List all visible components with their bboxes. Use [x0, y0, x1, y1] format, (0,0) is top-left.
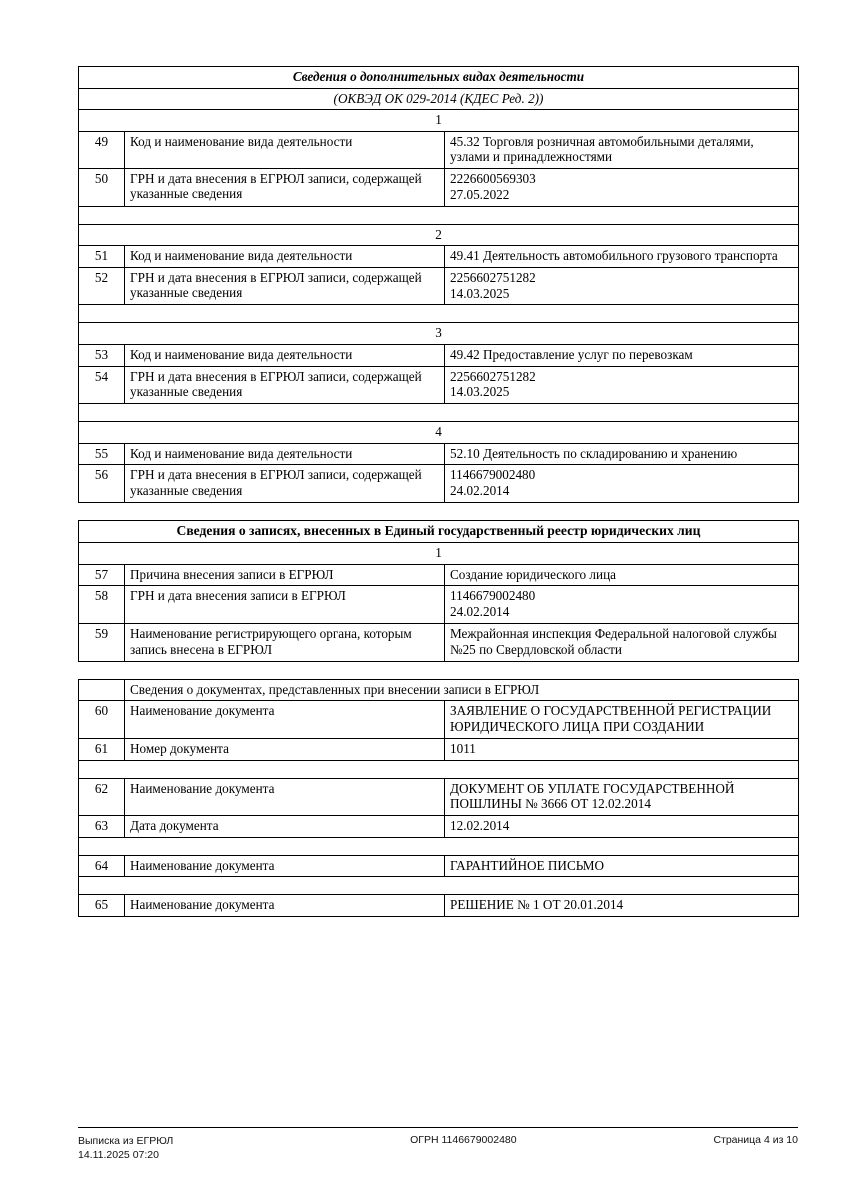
row-label: Наименование регистрирующего органа, которым запись внесена в ЕГРЮЛ [125, 623, 445, 661]
row-number: 50 [79, 168, 125, 206]
section-title: Сведения о записях, внесенных в Единый государственный реестр юридических лиц [79, 521, 799, 543]
table-row [79, 168, 799, 206]
row-number: 53 [79, 345, 125, 367]
table-row [79, 465, 799, 503]
table-row [79, 778, 799, 816]
row-spacer [79, 837, 799, 855]
row-label: Наименование документа [125, 895, 445, 917]
row-number: 61 [79, 738, 125, 760]
row-value: 2226600569303 27.05.2022 [445, 168, 799, 206]
table-row [79, 855, 799, 877]
footer-page-number: Страница 4 из 10 [713, 1133, 798, 1146]
row-value: 1011 [445, 738, 799, 760]
documents-subheader-row [79, 679, 799, 701]
row-spacer [79, 760, 799, 778]
group-index: 3 [79, 323, 799, 345]
table-row [79, 443, 799, 465]
table-row [79, 366, 799, 404]
footer-datetime: 14.11.2025 07:20 [78, 1148, 159, 1161]
row-label: ГРН и дата внесения в ЕГРЮЛ записи, содержащей указанные сведения [125, 267, 445, 305]
row-label: ГРН и дата внесения в ЕГРЮЛ записи, содержащей указанные сведения [125, 168, 445, 206]
row-number: 63 [79, 816, 125, 838]
row-number: 56 [79, 465, 125, 503]
row-value: РЕШЕНИЕ № 1 ОТ 20.01.2014 [445, 895, 799, 917]
row-spacer [79, 661, 799, 679]
row-value: 2256602751282 14.03.2025 [445, 267, 799, 305]
row-value: ЗАЯВЛЕНИЕ О ГОСУДАРСТВЕННОЙ РЕГИСТРАЦИИ ЮРИДИЧЕСКОГО ЛИЦА ПРИ СОЗДАНИИ [445, 701, 799, 739]
documents-subheader: Сведения о документах, представленных при внесении записи в ЕГРЮЛ [125, 679, 799, 701]
row-number: 51 [79, 246, 125, 268]
table-row [79, 345, 799, 367]
row-value: 12.02.2014 [445, 816, 799, 838]
section-records-title-row [79, 521, 799, 543]
row-label: Причина внесения записи в ЕГРЮЛ [125, 564, 445, 586]
group-index-row [79, 110, 799, 132]
footer-ogrn: ОГРН 1146679002480 [410, 1133, 517, 1146]
row-spacer [79, 305, 799, 323]
row-label: Код и наименование вида деятельности [125, 345, 445, 367]
row-spacer [79, 503, 799, 521]
row-spacer [79, 404, 799, 422]
row-number: 64 [79, 855, 125, 877]
row-number-empty [79, 679, 125, 701]
section-title: Сведения о дополнительных видах деятельности [79, 67, 799, 89]
row-number: 55 [79, 443, 125, 465]
group-index: 1 [79, 110, 799, 132]
row-number: 57 [79, 564, 125, 586]
egrul-table [78, 66, 799, 917]
table-row [79, 564, 799, 586]
row-number: 60 [79, 701, 125, 739]
row-number: 52 [79, 267, 125, 305]
row-label: Наименование документа [125, 778, 445, 816]
row-value: 52.10 Деятельность по складированию и хранению [445, 443, 799, 465]
group-index-row [79, 224, 799, 246]
table-row [79, 267, 799, 305]
row-value: 1146679002480 24.02.2014 [445, 465, 799, 503]
section-activities-subtitle-row [79, 88, 799, 110]
row-number: 59 [79, 623, 125, 661]
row-number: 49 [79, 131, 125, 168]
table-row [79, 816, 799, 838]
table-row [79, 895, 799, 917]
table-row [79, 586, 799, 624]
row-spacer [79, 877, 799, 895]
row-value: Создание юридического лица [445, 564, 799, 586]
table-row [79, 131, 799, 168]
row-value: 49.42 Предоставление услуг по перевозкам [445, 345, 799, 367]
row-value: 2256602751282 14.03.2025 [445, 366, 799, 404]
table-row [79, 738, 799, 760]
row-label: Дата документа [125, 816, 445, 838]
section-activities-title-row [79, 67, 799, 89]
group-index: 2 [79, 224, 799, 246]
row-label: Наименование документа [125, 701, 445, 739]
table-row [79, 246, 799, 268]
row-number: 62 [79, 778, 125, 816]
row-value: 1146679002480 24.02.2014 [445, 586, 799, 624]
footer-divider [78, 1127, 798, 1128]
row-label: Код и наименование вида деятельности [125, 131, 445, 168]
row-label: Наименование документа [125, 855, 445, 877]
group-index-row [79, 543, 799, 565]
section-subtitle: (ОКВЭД ОК 029-2014 (КДЕС Ред. 2)) [79, 88, 799, 110]
row-number: 54 [79, 366, 125, 404]
row-label: ГРН и дата внесения в ЕГРЮЛ записи, содержащей указанные сведения [125, 465, 445, 503]
row-value: ДОКУМЕНТ ОБ УПЛАТЕ ГОСУДАРСТВЕННОЙ ПОШЛИНЫ № 3666 ОТ 12.02.2014 [445, 778, 799, 816]
page-footer [78, 1134, 798, 1162]
table-row [79, 701, 799, 739]
row-value: 49.41 Деятельность автомобильного грузового транспорта [445, 246, 799, 268]
row-value: ГАРАНТИЙНОЕ ПИСЬМО [445, 855, 799, 877]
row-spacer [79, 206, 799, 224]
row-label: ГРН и дата внесения записи в ЕГРЮЛ [125, 586, 445, 624]
row-label: Код и наименование вида деятельности [125, 246, 445, 268]
row-label: Код и наименование вида деятельности [125, 443, 445, 465]
row-label: Номер документа [125, 738, 445, 760]
group-index: 4 [79, 422, 799, 444]
footer-doc-type: Выписка из ЕГРЮЛ [78, 1134, 174, 1147]
row-number: 58 [79, 586, 125, 624]
group-index-row [79, 422, 799, 444]
group-index-row [79, 323, 799, 345]
group-index: 1 [79, 543, 799, 565]
row-label: ГРН и дата внесения в ЕГРЮЛ записи, содержащей указанные сведения [125, 366, 445, 404]
table-row [79, 623, 799, 661]
row-value: 45.32 Торговля розничная автомобильными деталями, узлами и принадлежностями [445, 131, 799, 168]
row-value: Межрайонная инспекция Федеральной налоговой службы №25 по Свердловской области [445, 623, 799, 661]
row-number: 65 [79, 895, 125, 917]
